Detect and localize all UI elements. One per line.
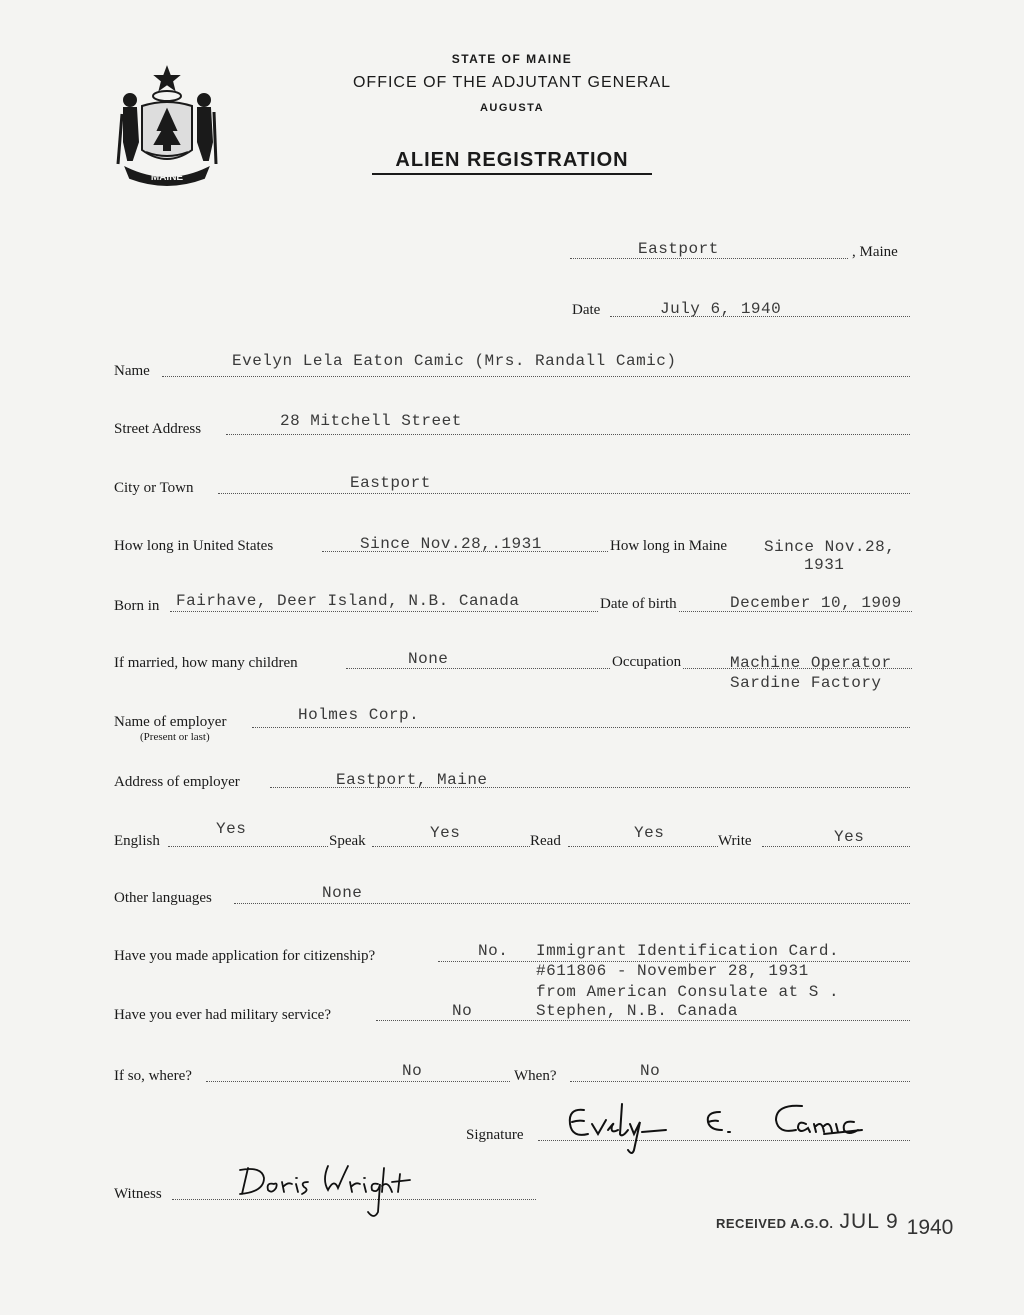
where-label: If so, where? [114,1068,192,1084]
other-languages-line [234,903,910,904]
header-city: AUGUSTA [479,102,545,114]
witness-handwriting [234,1160,424,1224]
witness-label: Witness [114,1186,162,1202]
dob-value: December 10, 1909 [730,594,902,612]
citizenship-note-4: Stephen, N.B. Canada [536,1002,739,1020]
header-office: OFFICE OF THE ADJUTANT GENERAL [352,74,672,91]
citizenship-value: No. [478,942,509,960]
employer-line [252,727,910,728]
street-value: 28 Mitchell Street [280,412,462,430]
signature-label: Signature [466,1127,524,1143]
employer-value: Holmes Corp. [298,706,420,724]
write-value: Yes [834,828,865,846]
employer-sublabel: (Present or last) [140,731,210,743]
military-line [376,1020,910,1021]
speak-line [372,846,530,847]
occupation-value-2: Sardine Factory [730,674,882,692]
military-value: No [452,1002,473,1020]
other-languages-value: None [322,884,363,902]
employer-label: Name of employer [114,714,227,730]
how-long-maine-value-2: 1931 [804,556,845,574]
city-line [218,493,910,494]
date-label: Date [572,302,601,318]
street-line [226,434,910,435]
form-title: ALIEN REGISTRATION [372,149,652,175]
name-label: Name [114,363,150,379]
how-long-maine-label: How long in Maine [610,538,728,554]
speak-value: Yes [430,824,461,842]
when-value: No [640,1062,661,1080]
occupation-value: Machine Operator [730,654,892,672]
born-in-value: Fairhave, Deer Island, N.B. Canada [176,592,520,610]
name-value: Evelyn Lela Eaton Camic (Mrs. Randall Camic) [232,352,677,370]
employer-address-value: Eastport, Maine [336,771,488,789]
place-value: Eastport [638,240,719,258]
read-line [568,846,718,847]
name-line [162,376,910,377]
received-stamp-label: RECEIVED A.G.O. [716,1216,834,1231]
received-stamp-date: JUL 9 [839,1210,899,1233]
how-long-us-value: Since Nov.28,.1931 [360,535,542,553]
citizenship-note-3: from American Consulate at S . [536,983,840,1001]
received-stamp-year: 1940 [906,1216,954,1239]
svg-text:MAINE: MAINE [150,172,184,183]
dob-label: Date of birth [600,596,677,612]
where-line [206,1081,510,1082]
place-line [570,258,848,259]
military-label: Have you ever had military service? [114,1007,331,1023]
place-suffix: , Maine [852,244,898,260]
how-long-maine-value: Since Nov.28, [764,538,896,556]
write-line [762,846,910,847]
read-label: Read [530,833,561,849]
citizenship-note-2: #611806 - November 28, 1931 [536,962,809,980]
when-line [570,1081,910,1082]
read-value: Yes [634,824,665,842]
city-label: City or Town [114,480,194,496]
english-line [168,846,328,847]
how-long-us-label: How long in United States [114,538,274,554]
english-value: Yes [216,820,247,838]
where-value: No [402,1062,423,1080]
citizenship-note-1: Immigrant Identification Card. [536,942,840,960]
city-value: Eastport [350,474,431,492]
born-in-label: Born in [114,598,160,614]
other-languages-label: Other languages [114,890,212,906]
english-label: English [114,833,160,849]
date-value: July 6, 1940 [660,300,782,318]
signature-handwriting [562,1090,892,1160]
children-label: If married, how many children [114,655,298,671]
occupation-label: Occupation [612,654,682,670]
employer-address-label: Address of employer [114,774,240,790]
children-value: None [408,650,449,668]
received-stamp [716,1210,954,1239]
write-label: Write [718,833,752,849]
header-state: STATE OF MAINE [451,52,573,66]
speak-label: Speak [329,833,366,849]
street-label: Street Address [114,421,202,437]
citizenship-label: Have you made application for citizenship? [114,948,376,964]
when-label: When? [514,1068,557,1084]
